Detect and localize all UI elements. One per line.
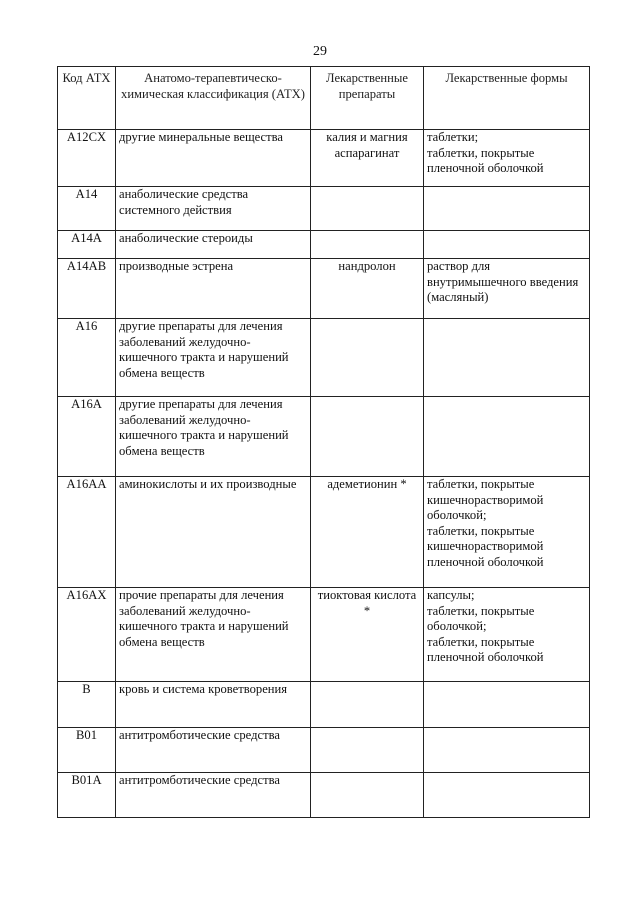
- header-drugs: Лекарственные препараты: [311, 67, 424, 130]
- row-classification: аминокислоты и их производные: [116, 477, 311, 588]
- header-code: Код АТХ: [58, 67, 116, 130]
- row-drug: адеметионин *: [311, 477, 424, 588]
- row-form: [424, 682, 590, 728]
- row-form: [424, 187, 590, 231]
- table-row: [58, 187, 590, 231]
- table-row: [58, 728, 590, 773]
- row-drug: [311, 728, 424, 773]
- row-code: B01: [58, 728, 116, 773]
- table-row: [58, 397, 590, 477]
- row-classification: антитромботические средства: [116, 773, 311, 818]
- row-code: A16A: [58, 397, 116, 477]
- row-code: B: [58, 682, 116, 728]
- row-code: B01A: [58, 773, 116, 818]
- row-drug: тиоктовая кислота *: [311, 588, 424, 682]
- row-form: [424, 231, 590, 259]
- row-form: раствор для внутримышечного введения (масляный): [424, 259, 590, 319]
- row-classification: производные эстрена: [116, 259, 311, 319]
- row-code: A12CX: [58, 130, 116, 187]
- row-code: A14A: [58, 231, 116, 259]
- header-forms: Лекарственные формы: [424, 67, 590, 130]
- row-form: [424, 397, 590, 477]
- row-code: A16AA: [58, 477, 116, 588]
- row-classification: анаболические средства системного действия: [116, 187, 311, 231]
- row-form: капсулы; таблетки, покрытые оболочкой; таблетки, покрытые пленочной оболочкой: [424, 588, 590, 682]
- table-row: [58, 588, 590, 682]
- table-row: [58, 130, 590, 187]
- row-code: A14AB: [58, 259, 116, 319]
- row-classification: другие препараты для лечения заболеваний желудочно-кишечного тракта и нарушений обмена веществ: [116, 397, 311, 477]
- table-row: [58, 319, 590, 397]
- page-number: 29: [313, 44, 327, 59]
- row-form: [424, 728, 590, 773]
- row-form: таблетки; таблетки, покрытые пленочной оболочкой: [424, 130, 590, 187]
- row-form: [424, 319, 590, 397]
- row-code: A16AX: [58, 588, 116, 682]
- row-drug: [311, 682, 424, 728]
- row-drug: калия и магния аспарагинат: [311, 130, 424, 187]
- row-classification: кровь и система кроветворения: [116, 682, 311, 728]
- table-row: [58, 477, 590, 588]
- row-classification: антитромботические средства: [116, 728, 311, 773]
- row-drug: [311, 187, 424, 231]
- row-classification: прочие препараты для лечения заболеваний желудочно-кишечного тракта и нарушений обмена веществ: [116, 588, 311, 682]
- row-drug: [311, 773, 424, 818]
- row-drug: [311, 397, 424, 477]
- row-classification: анаболические стероиды: [116, 231, 311, 259]
- row-form: [424, 773, 590, 818]
- table-row: [58, 231, 590, 259]
- row-drug: [311, 231, 424, 259]
- row-drug: нандролон: [311, 259, 424, 319]
- row-classification: другие препараты для лечения заболеваний желудочно-кишечного тракта и нарушений обмена веществ: [116, 319, 311, 397]
- table-row: [58, 773, 590, 818]
- row-code: A14: [58, 187, 116, 231]
- atx-table: [57, 66, 590, 818]
- table-row: [58, 682, 590, 728]
- table-row: [58, 259, 590, 319]
- row-classification: другие минеральные вещества: [116, 130, 311, 187]
- row-code: A16: [58, 319, 116, 397]
- row-form: таблетки, покрытые кишечнорастворимой оболочкой; таблетки, покрытые кишечнорастворимой пленочной оболочкой: [424, 477, 590, 588]
- header-classification: Анатомо-терапевтическо-химическая классификация (АТХ): [116, 67, 311, 130]
- row-drug: [311, 319, 424, 397]
- table-header-row: [58, 67, 590, 130]
